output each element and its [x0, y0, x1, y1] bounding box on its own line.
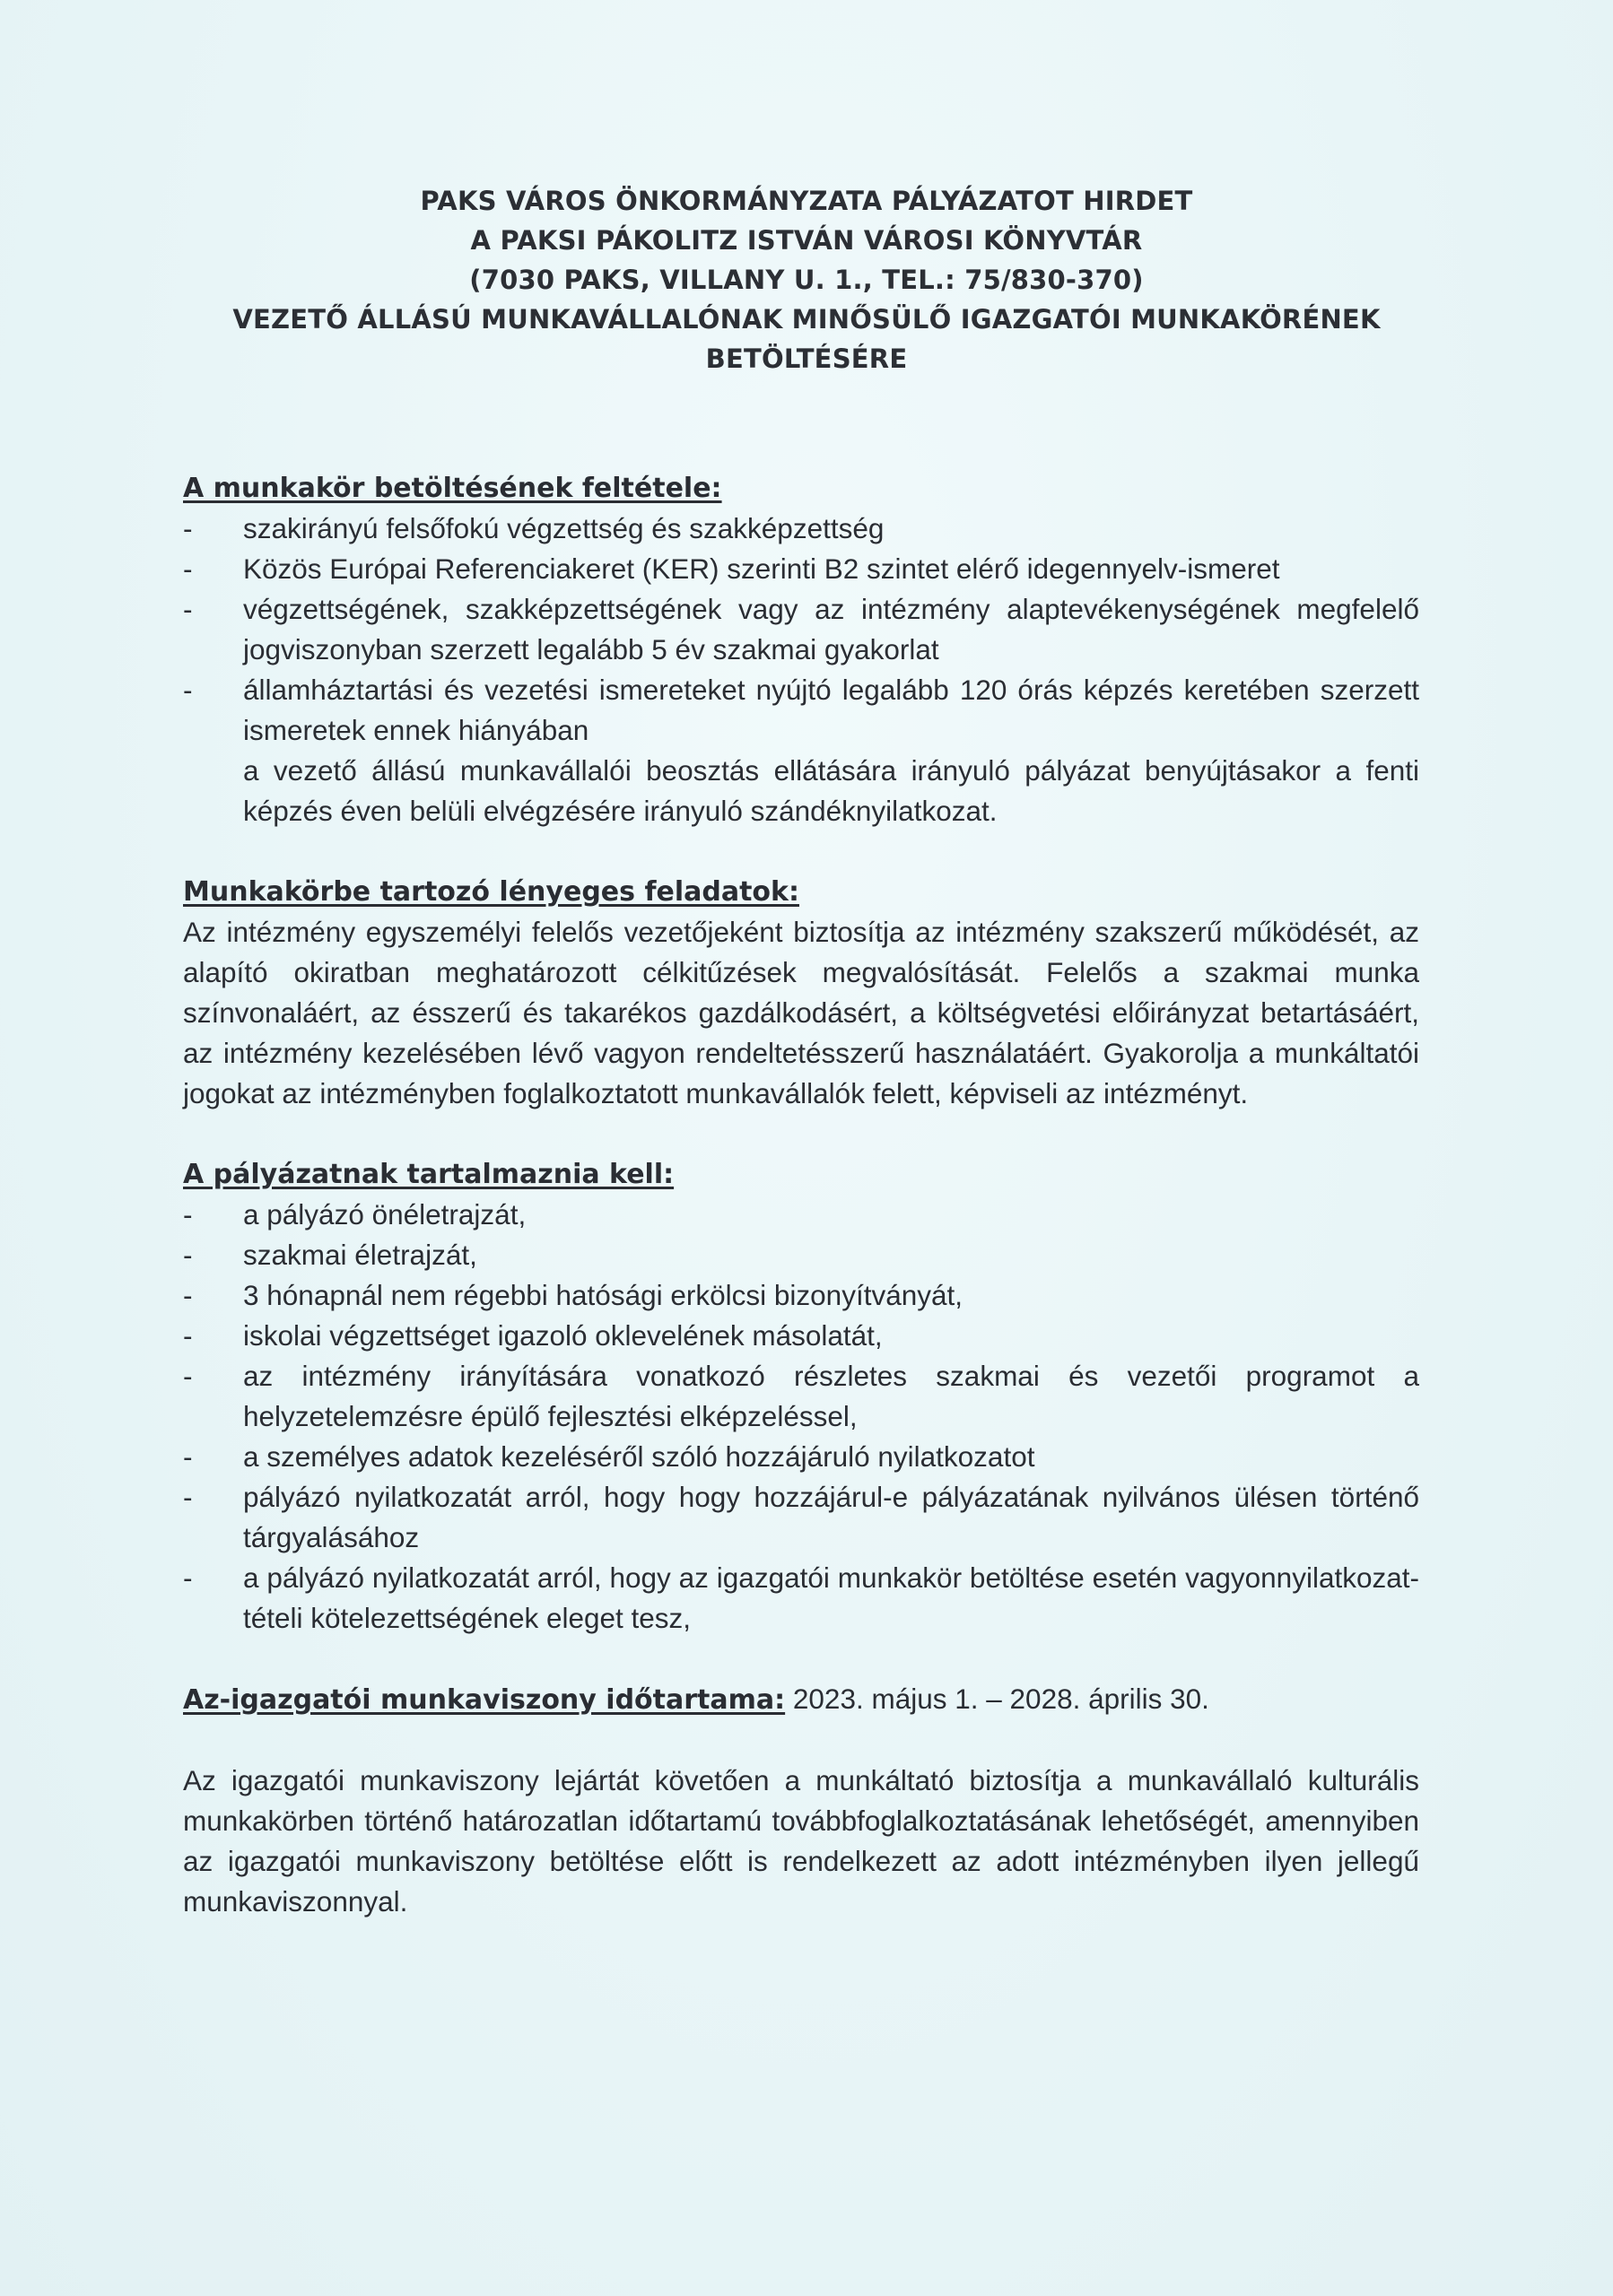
list-item-text: a pályázó önéletrajzát, — [243, 1198, 527, 1231]
list-item — [183, 509, 1419, 549]
dash-bullet: - — [183, 674, 193, 706]
list-item — [183, 1558, 1419, 1639]
list-item-text: szakirányú felsőfokú végzettség és szakképzettség — [243, 512, 885, 544]
conditions-continuation: a vezető állású munkavállalói beosztás ellátására irányuló pályázat benyújtásakor a fenti képzés éven belüli elvégzésére irányuló szándéknyilatkozat. — [243, 754, 1419, 827]
list-item-text: a személyes adatok kezeléséről szóló hozzájáruló nyilatkozatot — [243, 1440, 1035, 1473]
application-title: A pályázatnak tartalmaznia kell: — [183, 1159, 675, 1190]
list-item-text: végzettségének, szakképzettségének vagy az intézmény alaptevékenységének megfelelő jogviszonyban szerzett legalább 5 év szakmai gyakorlat — [243, 593, 1419, 665]
list-item-text: Közös Európai Referenciakeret (KER) szerinti B2 szintet elérő idegennyelv-ismeret — [243, 552, 1280, 585]
list-item — [183, 1437, 1419, 1477]
list-item — [183, 1195, 1419, 1235]
dash-bullet: - — [183, 512, 193, 544]
dash-bullet: - — [183, 593, 193, 625]
conditions-list — [183, 509, 1419, 751]
header-line: (7030 PAKS, VILLANY U. 1., TEL.: 75/830-370) — [469, 265, 1144, 295]
tasks-paragraph: Az intézmény egyszemélyi felelős vezetőjeként biztosítja az intézmény szakszerű működését, az alapító okiratban meghatározott célkitűzések megvalósítását. Felelős a szakmai munka színvonaláért, az ésszerű és takarékos gazdálkodásért, a költségvetési előirányzat betartásáért, az intézmény kezelésében lévő vagyon rendeltetésszerű használatáért. Gyakorolja a munkáltatói jogokat az intézményben foglalkoztatott munkavállalók felett, képviseli az intézményt. — [183, 916, 1419, 1109]
dash-bullet: - — [183, 1440, 193, 1473]
dash-bullet: - — [183, 1561, 193, 1594]
dash-bullet: - — [183, 552, 193, 585]
list-item-text: pályázó nyilatkozatát arról, hogy hogy hozzájárul-e pályázatának nyilvános ülésen történő tárgyalásához — [243, 1481, 1419, 1553]
header-line: A PAKSI PÁKOLITZ ISTVÁN VÁROSI KÖNYVTÁR — [470, 225, 1143, 256]
list-item-text: iskolai végzettséget igazoló oklevelének másolatát, — [243, 1319, 883, 1352]
dash-bullet: - — [183, 1239, 193, 1271]
duration-label: Az-igazgatói munkaviszony időtartama: — [183, 1684, 786, 1716]
list-item — [183, 1275, 1419, 1316]
dash-bullet: - — [183, 1360, 193, 1392]
list-item — [183, 549, 1419, 589]
dash-bullet: - — [183, 1279, 193, 1311]
application-list — [183, 1195, 1419, 1639]
closing-paragraph: Az igazgatói munkaviszony lejártát követően a munkáltató biztosítja a munkavállaló kulturális munkakörben történő határozatlan időtartamú továbbfoglalkoztatásának lehetőségét, amennyiben az igazgatói munkaviszony betöltése előtt is rendelkezett az adott intézményben ilyen jellegű munkaviszonnyal. — [183, 1764, 1419, 1918]
list-item — [183, 1235, 1419, 1275]
dash-bullet: - — [183, 1198, 193, 1231]
list-item — [183, 589, 1419, 670]
list-item-text: államháztartási és vezetési ismereteket nyújtó legalább 120 órás képzés keretében szerzett ismeretek ennek hiányában — [243, 674, 1419, 746]
tasks-title: Munkakörbe tartozó lényeges feladatok: — [183, 876, 799, 908]
list-item-text: az intézmény irányítására vonatkozó részletes szakmai és vezetői programot a helyzetelemzésre épülő fejlesztési elképzeléssel, — [243, 1360, 1419, 1432]
dash-bullet: - — [183, 1481, 193, 1513]
announcement-header — [0, 181, 1613, 378]
list-item-text: szakmai életrajzát, — [243, 1239, 477, 1271]
list-item-text: a pályázó nyilatkozatát arról, hogy az igazgatói munkakör betöltése esetén vagyonnyilatkozat-tételi kötelezettségének eleget tesz, — [243, 1561, 1419, 1634]
header-line: VEZETŐ ÁLLÁSÚ MUNKAVÁLLALÓNAK MINŐSÜLŐ IGAZGATÓI MUNKAKÖRÉNEK — [232, 304, 1381, 335]
list-item-text: 3 hónapnál nem régebbi hatósági erkölcsi bizonyítványát, — [243, 1279, 963, 1311]
list-item — [183, 1477, 1419, 1558]
duration-value: 2023. május 1. – 2028. április 30. — [792, 1683, 1209, 1715]
list-item — [183, 1316, 1419, 1356]
document-body — [183, 468, 1419, 1922]
list-item — [183, 670, 1419, 751]
dash-bullet: - — [183, 1319, 193, 1352]
header-line: PAKS VÁROS ÖNKORMÁNYZATA PÁLYÁZATOT HIRDET — [420, 186, 1193, 216]
list-item — [183, 1356, 1419, 1437]
header-line: BETÖLTÉSÉRE — [705, 344, 908, 374]
duration-line — [183, 1679, 1419, 1720]
conditions-title: A munkakör betöltésének feltétele: — [183, 473, 722, 504]
